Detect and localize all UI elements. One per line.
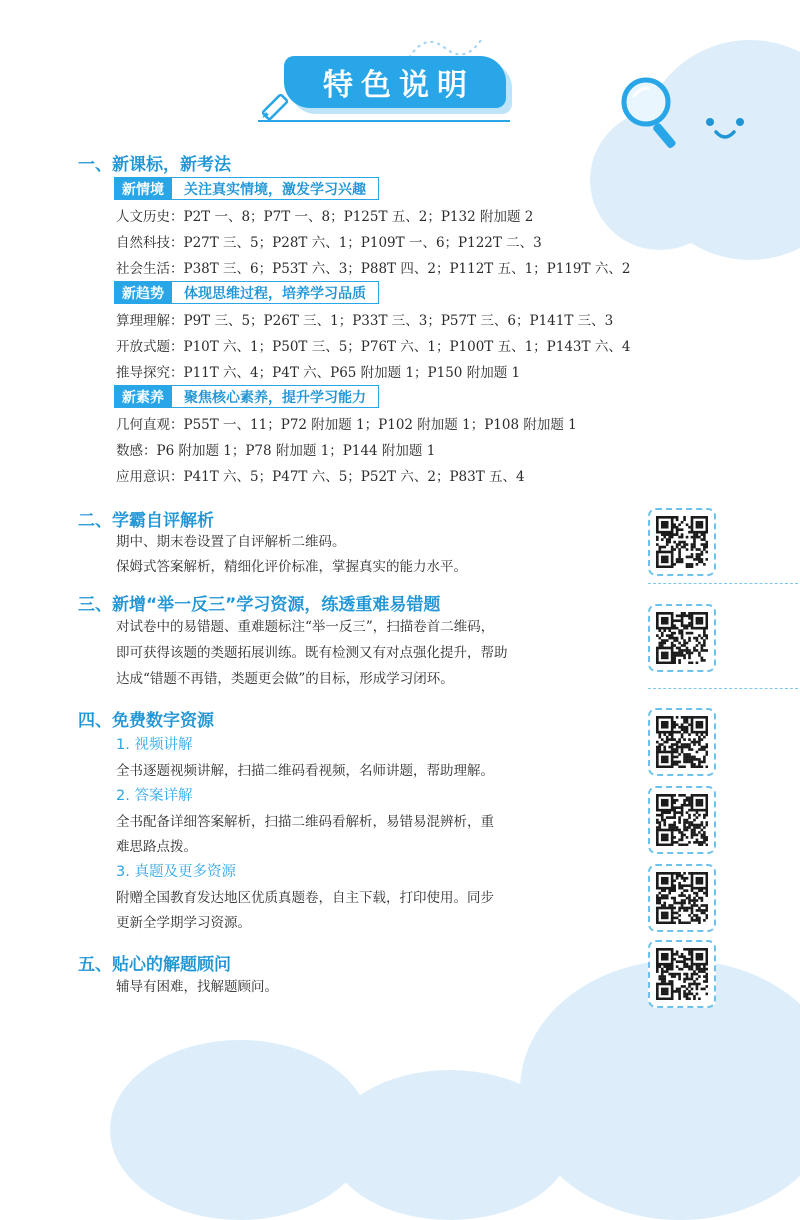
feature-tag-text: 体现思维过程，培养学习品质	[172, 281, 379, 304]
reference-line: 算理理解：P9T 三、5；P26T 三、1；P33T 三、3；P57T 三、6；P141T 三、3	[116, 313, 614, 329]
resource-subheading: 2. 答案详解	[116, 788, 193, 804]
feature-tag: 新素养	[114, 385, 172, 408]
title-underline	[258, 120, 510, 122]
body-line: 全书配备详细答案解析，扫描二维码看解析，易错易混辨析，重	[116, 814, 494, 830]
qr-code-icon[interactable]	[648, 940, 716, 1008]
qr-code-icon[interactable]	[648, 864, 716, 932]
reference-line: 人文历史：P2T 一、8；P7T 一、8；P125T 五、2；P132 附加题 2	[116, 209, 534, 225]
pencil-icon	[256, 88, 296, 122]
feature-tag: 新趋势	[114, 281, 172, 304]
qr-code-icon[interactable]	[648, 508, 716, 576]
bottom-left-cloud	[110, 1040, 370, 1220]
feature-tag-text: 聚焦核心素养，提升学习能力	[172, 385, 379, 408]
resource-subheading: 1. 视频讲解	[116, 737, 193, 753]
qr-code-icon[interactable]	[648, 604, 716, 672]
reference-line: 几何直观：P55T 一、11；P72 附加题 1；P102 附加题 1；P108 附加题 1	[116, 417, 577, 433]
page-title-text: 特色说明	[323, 68, 475, 103]
reference-line: 社会生活：P38T 三、6；P53T 六、3；P88T 四、2；P112T 五、1；P119T 六、2	[116, 261, 631, 277]
reference-line: 自然科技：P27T 三、5；P28T 六、1；P109T 一、6；P122T 二、3	[116, 235, 542, 251]
reference-line: 开放式题：P10T 六、1；P50T 三、5；P76T 六、1；P100T 五、1；P143T 六、4	[116, 339, 631, 355]
body-line: 全书逐题视频讲解，扫描二维码看视频，名师讲题，帮助理解。	[116, 763, 494, 779]
section-heading: 二、学霸自评解析	[78, 511, 214, 531]
dashed-divider	[648, 583, 798, 584]
feature-tag: 新情境	[114, 177, 172, 200]
feature-tag-row	[114, 177, 379, 200]
qr-code-icon[interactable]	[648, 786, 716, 854]
section-heading: 四、免费数字资源	[78, 711, 214, 731]
page-title	[284, 56, 506, 108]
magnifier-icon	[616, 74, 688, 156]
section-heading: 五、贴心的解题顾问	[78, 955, 231, 975]
feature-tag-row	[114, 385, 379, 408]
body-line: 难思路点拨。	[116, 839, 197, 855]
feature-tag-row	[114, 281, 379, 304]
body-line: 更新全学期学习资源。	[116, 915, 251, 931]
body-line: 对试卷中的易错题、重难题标注“举一反三”，扫描卷首二维码，	[116, 619, 495, 635]
reference-line: 应用意识：P41T 六、5；P47T 六、5；P52T 六、2；P83T 五、4	[116, 469, 525, 485]
bottom-mid-cloud	[330, 1070, 570, 1220]
dashed-divider	[648, 688, 798, 689]
qr-code-icon[interactable]	[648, 708, 716, 776]
section-heading: 一、新课标，新考法	[78, 155, 231, 175]
body-line: 期中、期末卷设置了自评解析二维码。	[116, 534, 346, 550]
body-line: 达成“错题不再错，类题更会做”的目标，形成学习闭环。	[116, 671, 454, 687]
body-line: 附赠全国教育发达地区优质真题卷，自主下载，打印使用。同步	[116, 890, 494, 906]
smiley-face-icon	[698, 108, 758, 148]
reference-line: 数感：P6 附加题 1；P78 附加题 1；P144 附加题 1	[116, 443, 436, 459]
reference-line: 推导探究：P11T 六、4；P4T 六、P65 附加题 1；P150 附加题 1	[116, 365, 521, 381]
resource-subheading: 3. 真题及更多资源	[116, 864, 236, 880]
body-line: 保姆式答案解析，精细化评价标准，掌握真实的能力水平。	[116, 559, 467, 575]
body-line: 即可获得该题的类题拓展训练。既有检测又有对点强化提升，帮助	[116, 645, 508, 661]
body-line: 辅导有困难，找解题顾问。	[116, 979, 278, 995]
feature-tag-text: 关注真实情境，激发学习兴趣	[172, 177, 379, 200]
section-heading: 三、新增“举一反三”学习资源，练透重难易错题	[78, 595, 441, 615]
